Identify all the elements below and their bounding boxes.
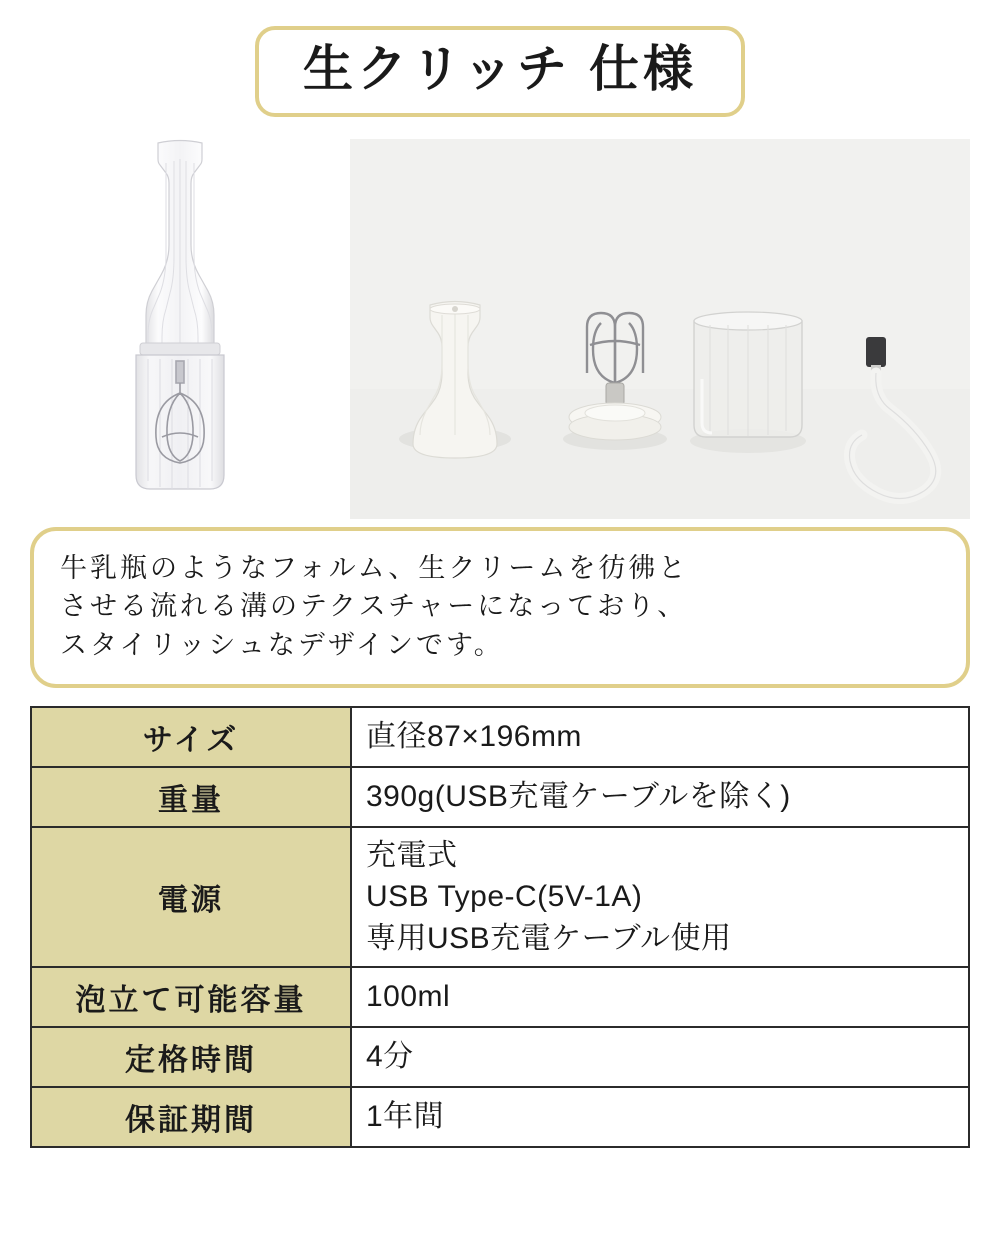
spec-value-line: 100ml xyxy=(366,980,451,1014)
bottle-illustration xyxy=(100,137,260,517)
description-section xyxy=(0,517,1000,688)
spec-section xyxy=(0,688,1000,1148)
spec-table xyxy=(30,706,970,1148)
spec-value-warranty xyxy=(351,1087,969,1147)
table-row xyxy=(31,767,969,827)
page-title: 生クリッチ 仕様 xyxy=(303,41,697,97)
spec-value-capacity xyxy=(351,967,969,1027)
table-row xyxy=(31,827,969,967)
title-section xyxy=(0,0,1000,117)
spec-key-capacity: 泡立て可能容量 xyxy=(31,967,351,1027)
spec-value-weight xyxy=(351,767,969,827)
spec-value-line: 専用USB充電ケーブル使用 xyxy=(366,921,732,955)
table-row xyxy=(31,707,969,767)
spec-value-line: USB Type-C(5V-1A) xyxy=(366,880,643,914)
spec-value-line: 390g(USB充電ケーブルを除く) xyxy=(366,780,791,814)
spec-key-power: 電源 xyxy=(31,827,351,967)
spec-value-size xyxy=(351,707,969,767)
table-row xyxy=(31,1087,969,1147)
description-line-1: 牛乳瓶のようなフォルム、生クリームを彷彿と xyxy=(60,553,689,583)
spec-value-line: 直径87×196mm xyxy=(366,720,582,754)
spec-value-line: 4分 xyxy=(366,1040,414,1074)
group-photo xyxy=(350,139,970,519)
product-photo xyxy=(30,133,330,523)
spec-value-power xyxy=(351,827,969,967)
description-box xyxy=(30,527,970,688)
spec-key-weight: 重量 xyxy=(31,767,351,827)
spec-key-size: サイズ xyxy=(31,707,351,767)
spec-value-line: 充電式 xyxy=(366,838,458,872)
spec-key-warranty: 保証期間 xyxy=(31,1087,351,1147)
table-row xyxy=(31,1027,969,1087)
description-line-2: させる流れる溝のテクスチャーになっており、 xyxy=(60,591,688,622)
accessories-illustration xyxy=(350,139,970,519)
description-line-3: スタイリッシュなデザインです。 xyxy=(60,629,504,660)
spec-value-rated-time xyxy=(351,1027,969,1087)
spec-value-line: 1年間 xyxy=(366,1100,445,1134)
title-box xyxy=(255,26,745,117)
spec-key-rated-time: 定格時間 xyxy=(31,1027,351,1087)
table-row xyxy=(31,967,969,1027)
images-section xyxy=(0,117,1000,517)
